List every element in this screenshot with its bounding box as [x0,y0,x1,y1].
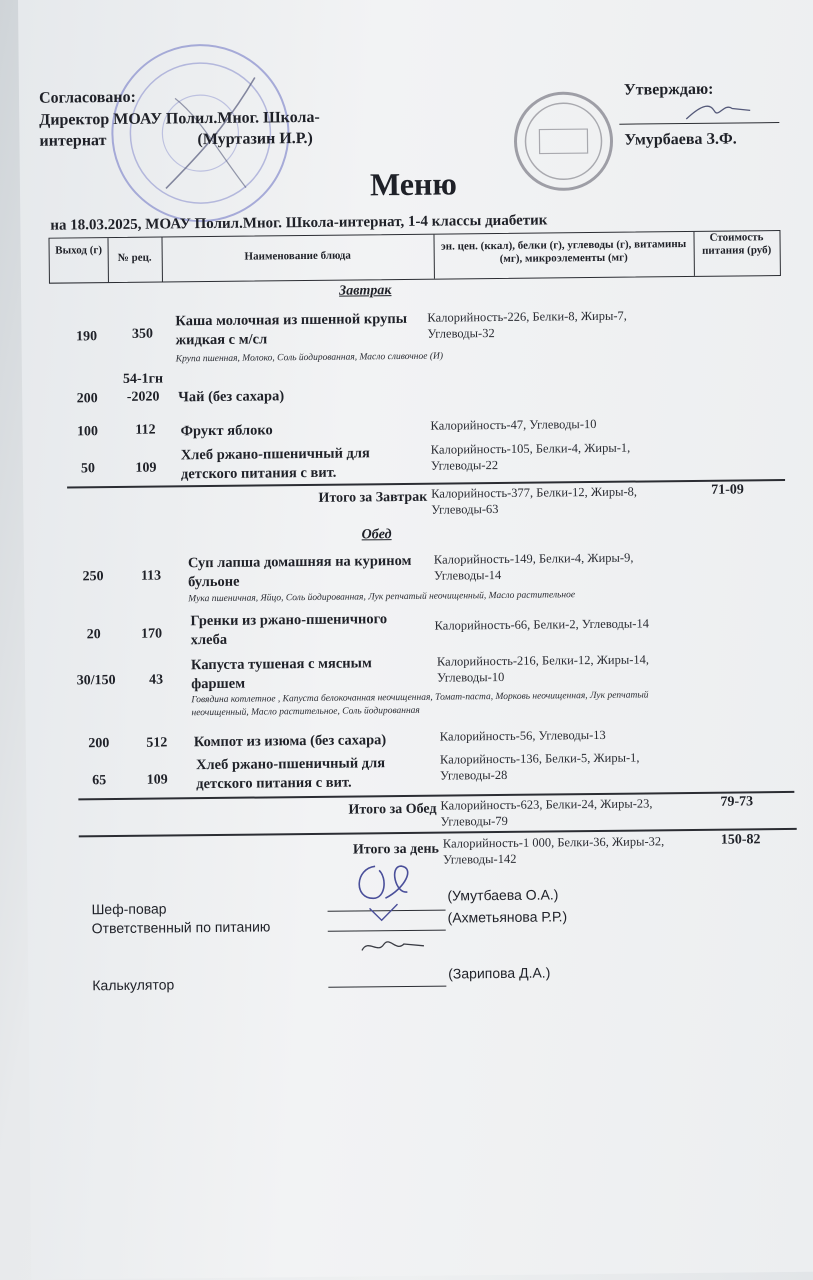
approved-left-line2: интернат [39,132,107,150]
approved-right-label: Утверждаю: [623,80,714,99]
responsible-role: Ответственный по питанию [91,918,271,937]
col-nutrition-header: эн. цен. (ккал), белки (г), углеводы (г), витамины (мг), микроэлементы (мг) [440,238,687,265]
responsible-name: (Ахметьянова Р.Р.) [447,908,568,926]
calculator-role: Калькулятор [92,976,175,994]
page-title: Меню [369,165,458,203]
approved-left-name: (Муртазин И.Р.) [197,129,313,149]
table-header [48,230,780,284]
chef-signature [345,858,426,923]
page-subtitle: на 18.03.2025, МОАУ Полил.Мног. Школа-интернат, 1-4 классы диабетик [50,212,548,234]
breakfast-title: Завтрак [338,283,392,299]
col-recipe-header: № рец. [117,251,152,264]
chef-name: (Умутбаева О.А.) [447,886,559,904]
chef-role: Шеф-повар [91,900,167,918]
calculator-signature [358,934,428,961]
calculator-name: (Зарипова Д.А.) [448,964,551,982]
lunch-title: Обед [361,527,392,543]
approved-left-line1: Директор МОАУ Полил.Мног. Школа- [39,108,320,129]
menu-document: Согласовано: Директор МОАУ Полил.Мног. Школа- интернат (Муртазин И.Р.) Утверждаю: Умурбаева З.Ф. Меню на 18.03.2025, МОАУ Полил.Мног. Школа-интернат, 1-4 классы диабетик Выход (г) № рец. Наименование блюда эн. цен. (ккал), белки (г), углеводы (г), витамины (мг), микроэлементы (мг) Стоимость питания (руб) Завтрак 190 350 Каша молочная из пшенной крупы жидкая с м/сл Калорийность-226, Белки-8, Жиры-7, Углеводы-32 Крупа пшенная, Молоко, Соль йодированная, Масло сливочное (И) 200 54-1гн-2020 Чай (без сахара) 100 112 Фрукт яблоко Калорийность-47, Углеводы-10 50 109 Хлеб ржано-пшеничный для детского питания с вит. Калорийность-105, Белки-4, Жиры-1, Углеводы-22 Итого за Завтрак Калорийность-377, Белки-12, Жиры-8, Углеводы-63 71-09 Обед 250 113 Суп лапша домашняя на курином бульоне Калорийность-149, Белки-4, Жиры-9, Углеводы-14 Мука пшеничная, Яйцо, Соль йодированная, Лук репчатый неочищенный, Масло растительное 20 170 Гренки из ржано-пшеничного хлеба Калорийность-66, Белки-2, Углеводы-14 30/150 43 Капуста тушеная с мясным фаршем Калорийность-216, Белки-12, Жиры-14, Углеводы-10 Говядина котлетное , Капуста белокочанная неочищенная, Томат-паста, Морковь неочищенная, Лук репчатый неочищенный, Масло растительное, Соль йодированная 200 512 Компот из изюма (без сахара) Калорийность-56, Углеводы-13 65 109 Хлеб ржано-пшеничный для детского питания с вит. Калорийность-136, Белки-5, Жиры-1, Углеводы-28 Итого за Обед Калорийность-623, Белки-24, Жиры-23, Углеводы-79 79-73 Итого за день Калорийность-1 000, Белки-36, Жиры-32, Углеводы-142 150-82 Шеф-повар (Умутбаева О.А.) Ответственный по питанию (Ахметьянова Р.Р.) Калькулятор (Зарипова Д.А.) [18,0,813,1280]
approved-right-name: Умурбаева З.Ф. [624,130,737,149]
approved-left-label: Согласовано: [38,88,136,107]
col-name-header: Наименование блюда [244,249,351,263]
col-cost-header: Стоимость питания (руб) [701,231,772,257]
right-round-stamp [511,89,617,195]
col-output-header: Выход (г) [55,244,103,257]
